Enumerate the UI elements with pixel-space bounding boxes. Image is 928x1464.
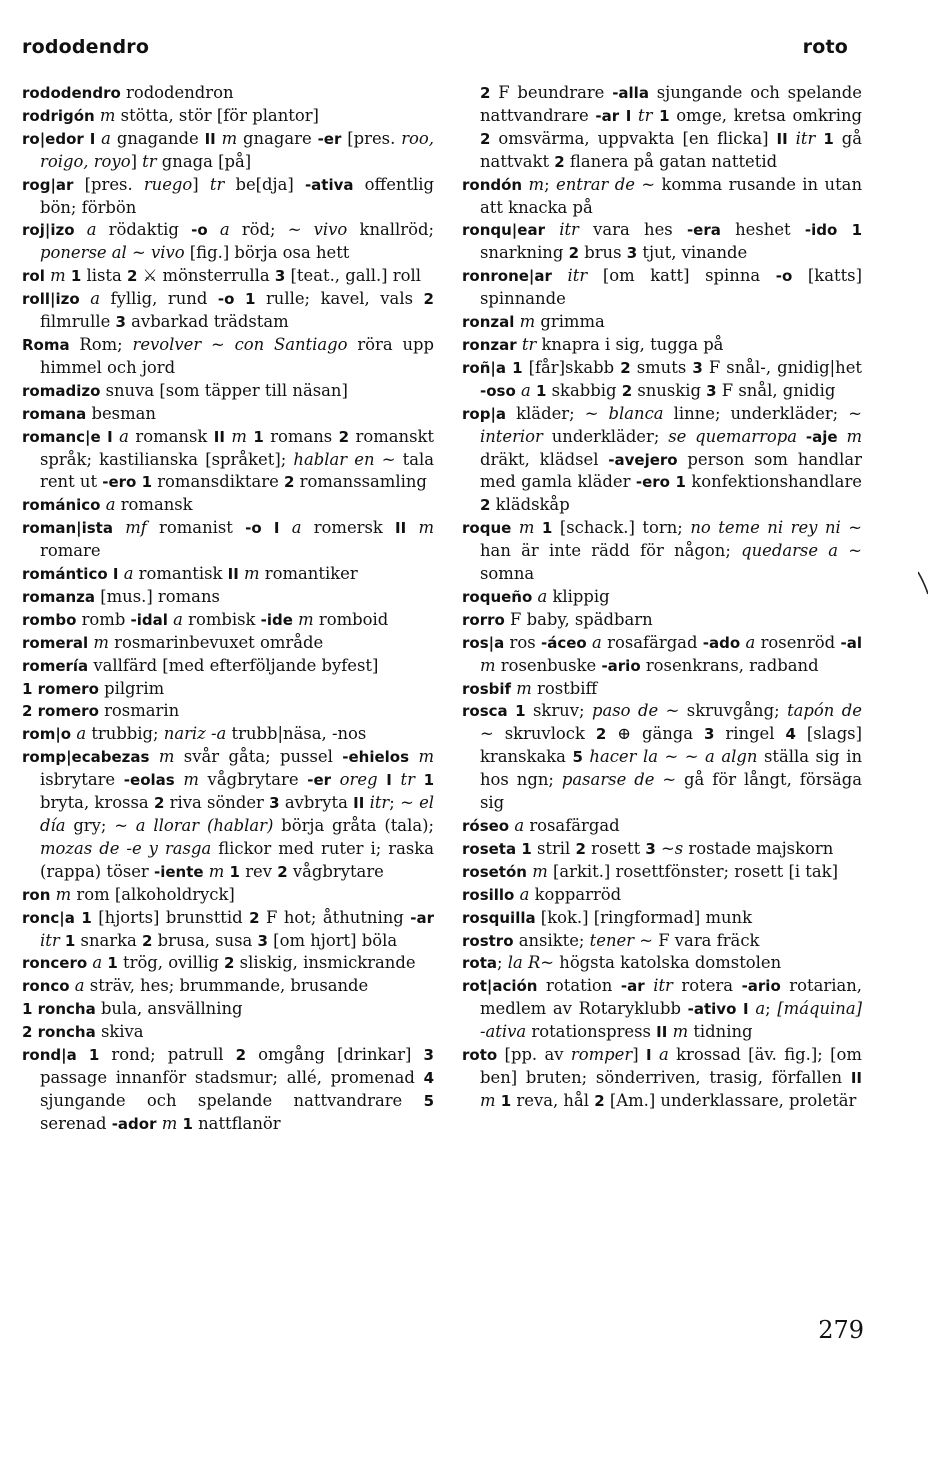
dictionary-entry: roto [pp. av romper] I a krossad [äv. fig.]; [om ben] bruten; sönderriven, trasig, förfallen II m 1 reva, hål 2 [Am.] underklassare, proletär — [462, 1045, 862, 1110]
dictionary-entry: romeral m rosmarinbevuxet område — [22, 632, 324, 652]
dictionary-entry: rog|ar [pres. ruego] tr be[dja] -ativa offentlig bön; förbön — [22, 174, 435, 217]
dictionary-entry: romería vallfärd [med efterföljande byfest] — [22, 655, 379, 675]
dictionary-entry: 1 romero pilgrim — [22, 678, 165, 698]
page-number: 279 — [818, 1316, 864, 1344]
dictionary-entry: 2 roncha skiva — [22, 1022, 144, 1042]
dictionary-entry: ronqu|ear itr vara hes -era heshet -ido 1 snarkning 2 brus 3 tjut, vinande — [462, 220, 862, 263]
dictionary-entry: roncero a 1 trög, ovillig 2 sliskig, insmickrande — [22, 953, 416, 973]
dictionary-entry: romanza [mus.] romans — [22, 586, 220, 606]
dictionary-entry: romana besman — [22, 403, 156, 423]
dictionary-entry: rostro ansikte; tener ~ F vara fräck — [462, 930, 760, 950]
dictionary-entry: rorro F baby, spädbarn — [462, 609, 653, 629]
dictionary-entry: roseta 1 stril 2 rosett 3 ~s rostade majskorn — [462, 838, 834, 858]
page-edge-mark — [918, 570, 928, 596]
dictionary-entry: rop|a kläder; ~ blanca linne; underkläder; ~ interior underkläder; se quemarropa -aje m dräkt, klädsel -avejero person som handlar med gamla kläder -ero 1 konfektionshandlare 2 klädskåp — [462, 403, 862, 515]
dictionary-entry: romántico I a romantisk II m romantiker — [22, 564, 358, 584]
dictionary-entry: roqueño a klippig — [462, 586, 610, 606]
running-head-left: rododendro — [22, 36, 150, 58]
dictionary-entry: rosetón m [arkit.] rosettfönster; rosett [i tak] — [462, 861, 838, 881]
dictionary-entry: rom|o a trubbig; nariz -a trubb|näsa, -nos — [22, 724, 367, 744]
dictionary-entry: rosbif m rostbiff — [462, 678, 598, 698]
dictionary-entry: roñ|a 1 [får]skabb 2 smuts 3 F snål-, gnidig|het -oso a 1 skabbig 2 snuskig 3 F snål, gnidig — [462, 357, 862, 400]
dictionary-entry: rododendro rododendron — [22, 83, 234, 102]
dictionary-entry: ronrone|ar itr [om katt] spinna -o [katts] spinnande — [462, 266, 862, 309]
dictionary-entry: rot|ación rotation -ar itr rotera -ario rotarian, medlem av Rotaryklubb -ativo I a; [máquina] -ativa rotationspress II m tidning — [462, 976, 863, 1042]
dictionary-entry: rosillo a kopparröd — [462, 884, 622, 904]
dictionary-entry: roman|ista mf romanist -o I a romersk II m romare — [22, 518, 434, 561]
dictionary-entry: ros|a ros -áceo a rosafärgad -ado a rosenröd -al m rosenbuske -ario rosenkrans, radband — [462, 632, 862, 675]
dictionary-entry: rol m 1 lista 2 ⚔ mönsterrulla 3 [teat., gall.] roll — [22, 266, 421, 286]
dictionary-entry: roll|izo a fyllig, rund -o 1 rulle; kavel, vals 2 filmrulle 3 avbarkad trädstam — [22, 289, 434, 332]
dictionary-entry: romanc|e I a romansk II m 1 romans 2 romanskt språk; kastilianska [språket]; hablar en ~ tala rent ut -ero 1 romansdiktare 2 romanssamling — [22, 426, 434, 492]
dictionary-entry: ronzar tr knapra i sig, tugga på — [462, 334, 724, 354]
dictionary-entry: ronzal m grimma — [462, 312, 605, 332]
dictionary-entry: roj|izo a rödaktig -o a röd; ~ vivo knallröd; ponerse al ~ vivo [fig.] börja osa hett — [22, 220, 434, 263]
dictionary-entry: ron m rom [alkoholdryck] — [22, 884, 235, 904]
dictionary-entry: ro|edor I a gnagande II m gnagare -er [pres. roo, roigo, royo] tr gnaga [på] — [22, 128, 434, 171]
dictionary-entry: 2 romero rosmarin — [22, 701, 180, 721]
right-column — [462, 82, 862, 1113]
dictionary-entry: 1 roncha bula, ansvällning — [22, 999, 243, 1019]
dictionary-entry: 2 F beundrare -alla sjungande och spelande nattvandrare -ar I tr 1 omge, kretsa omkring 2 omsvärma, uppvakta [en flicka] II itr 1 gå nattvakt 2 flanera på gatan nattetid — [480, 83, 863, 171]
dictionary-entry: rodrigón m stötta, stör [för plantor] — [22, 105, 319, 125]
dictionary-entry: rosquilla [kok.] [ringformad] munk — [462, 907, 753, 927]
left-column — [22, 82, 434, 1136]
dictionary-entry: roque m 1 [schack.] torn; no teme ni rey ni ~ han är inte rädd för någon; quedarse a ~ somna — [462, 518, 862, 584]
dictionary-entry: rombo romb -idal a rombisk -ide m romboid — [22, 609, 389, 629]
running-head-right: roto — [802, 36, 848, 58]
dictionary-entry: rond|a 1 rond; patrull 2 omgång [drinkar] 3 passage innanför stadsmur; allé, promenad 4 sjungande och spelande nattvandrare 5 serenad -ador m 1 nattflanör — [22, 1045, 434, 1133]
dictionary-entry: románico a romansk — [22, 495, 193, 515]
dictionary-entry: rondón m; entrar de ~ komma rusande in utan att knacka på — [462, 174, 862, 217]
dictionary-entry: róseo a rosafärgad — [462, 816, 620, 835]
dictionary-entry: romadizo snuva [som täpper till näsan] — [22, 380, 348, 400]
dictionary-entry: rosca 1 skruv; paso de ~ skruvgång; tapón de ~ skruvlock 2 ⊕ gänga 3 ringel 4 [slags] kranskaka 5 hacer la ~ ~ a algn ställa sig in hos ngn; pasarse de ~ gå för långt, försäga sig — [462, 701, 862, 813]
dictionary-entry: ronco a sträv, hes; brummande, brusande — [22, 976, 369, 996]
dictionary-entry: romp|ecabezas m svår gåta; pussel -ehielos m isbrytare -eolas m vågbrytare -er oreg I tr 1 bryta, krossa 2 riva sönder 3 avbryta II itr; ~ el día gry; ~ a llorar (hablar) börja gråta (tala); mozas de -e y rasga flickor med ruter i; raska (rappa) töser -iente m 1 rev 2 vågbrytare — [22, 747, 435, 881]
dictionary-entry: Roma Rom; revolver ~ con Santiago röra upp himmel och jord — [22, 334, 434, 377]
dictionary-entry: rota; la R~ högsta katolska domstolen — [462, 953, 782, 973]
dictionary-entry: ronc|a 1 [hjorts] brunsttid 2 F hot; åthutning -ar itr 1 snarka 2 brusa, susa 3 [om hjort] böla — [22, 907, 434, 950]
